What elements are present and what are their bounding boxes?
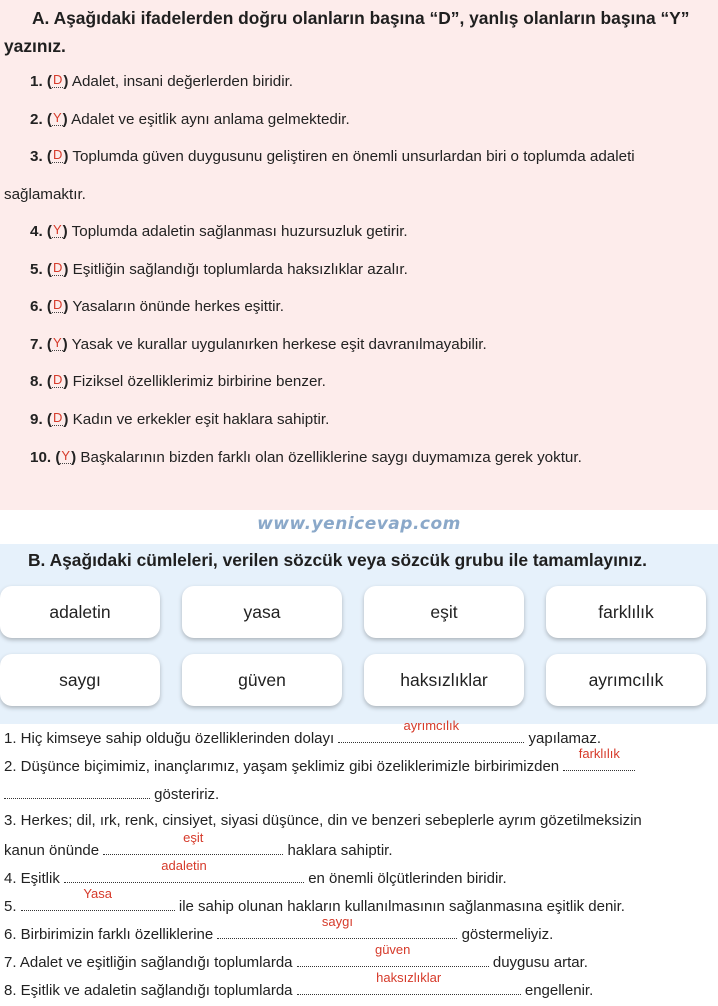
true-false-item-9: 9. (D) Kadın ve erkekler eşit haklara sahiptir.: [30, 410, 330, 428]
statement-text: Kadın ve erkekler eşit haklara sahiptir.: [72, 411, 330, 428]
item-number: 4.: [30, 223, 43, 240]
filled-answer: ayrımcılık: [403, 718, 460, 733]
item-number: 5.: [30, 261, 43, 278]
statement-text: Toplumda adaletin sağlanması huzursuzluk getirir.: [71, 223, 408, 240]
sentence-text: ile sahip olunan hakların kullanılmasının sağlanmasına eşitlik denir.: [178, 898, 625, 915]
fill-sentence-6: [4, 914, 554, 943]
fill-sentence-2: [4, 746, 635, 775]
sentence-text: haklara sahiptir.: [287, 842, 393, 859]
filled-answer: eşit: [183, 830, 204, 845]
blank: [338, 718, 524, 743]
answer-mark: D: [52, 72, 63, 87]
true-false-item-8: 8. (D) Fiziksel özelliklerimiz birbirine benzer.: [30, 372, 326, 390]
true-false-item-3: 3. (D) Toplumda güven duygusunu geliştiren en önemli unsurlardan biri o toplumda adaleti: [30, 147, 635, 165]
true-false-item-4: 4. (Y) Toplumda adaletin sağlanması huzursuzluk getirir.: [30, 222, 408, 240]
word-chip-adaletin: adaletin: [0, 586, 160, 638]
statement-text: Eşitliğin sağlandığı toplumlarda haksızlıklar azalır.: [72, 261, 408, 278]
item-number: 8.: [30, 373, 43, 390]
item-number: 2.: [30, 111, 43, 128]
item-number: 7.: [30, 336, 43, 353]
sentence-text: 1. Hiç kimseye sahip olduğu özelliklerinden dolayı: [4, 730, 335, 747]
word-chip-farklilik: farklılık: [546, 586, 706, 638]
fill-sentence-3-line1: 3. Herkes; dil, ırk, renk, cinsiyet, siyasi düşünce, din ve benzeri sebeplerle ayrım gözetilmeksizin: [4, 812, 642, 829]
sentence-text: 2. Düşünce biçimimiz, inançlarımız, yaşam şeklimiz gibi özeliklerimizle birbirimizden: [4, 758, 560, 775]
sentence-text: engellenir.: [524, 982, 594, 999]
answer-mark: D: [52, 297, 63, 312]
sentence-text: 5.: [4, 898, 17, 915]
item-number: 1.: [30, 73, 43, 90]
section-a-title: A. Aşağıdaki ifadelerden doğru olanların başına “D”, yanlış olanların başına “Y” yazınız.: [4, 8, 690, 56]
statement-text: Adalet, insani değerlerden biridir.: [71, 73, 294, 90]
sentence-text: 8. Eşitlik ve adaletin sağlandığı toplumlarda: [4, 982, 293, 999]
statement-text: Adalet ve eşitlik aynı anlama gelmektedir.: [71, 111, 350, 128]
watermark-link[interactable]: www.yenicevap.com: [257, 514, 461, 534]
true-false-item-1: 1. (D) Adalet, insani değerlerden biridir.: [30, 72, 294, 90]
item-number: 3.: [30, 148, 43, 165]
fill-sentence-4: [4, 858, 507, 887]
word-chip-saygi: saygı: [0, 654, 160, 706]
fill-sentence-5: [4, 886, 625, 915]
word-chip-esit: eşit: [364, 586, 524, 638]
sentence-text: 4. Eşitlik: [4, 870, 60, 887]
answer-mark: D: [52, 372, 63, 387]
sentence-text: en önemli ölçütlerinden biridir.: [308, 870, 507, 887]
sentence-text: yapılamaz.: [528, 730, 602, 747]
blank: [64, 858, 304, 883]
answer-mark: D: [52, 410, 63, 425]
fill-sentence-3: [4, 830, 393, 859]
blank: [217, 914, 457, 939]
statement-text: Başkalarının bizden farklı olan özelliklerine saygı duymamıza gerek yoktur.: [80, 449, 582, 466]
true-false-item-5: 5. (D) Eşitliğin sağlandığı toplumlarda haksızlıklar azalır.: [30, 260, 408, 278]
blank: [103, 830, 283, 855]
filled-answer: güven: [374, 942, 411, 957]
statement-text: Yasaların önünde herkes eşittir.: [72, 298, 284, 315]
statement-text: Toplumda güven duygusunu geliştiren en önemli unsurlardan biri o toplumda adaleti: [72, 148, 635, 165]
answer-mark: Y: [61, 448, 71, 463]
fill-sentence-8: [4, 970, 594, 999]
word-chip-ayrimcilik: ayrımcılık: [546, 654, 706, 706]
answer-mark: Y: [52, 222, 62, 237]
section-b-title: B. Aşağıdaki cümleleri, verilen sözcük veya sözcük grubu ile tamamlayınız.: [28, 550, 647, 570]
sentence-text: gösteririz.: [154, 786, 220, 803]
filled-answer: haksızlıklar: [376, 970, 442, 985]
answer-mark: D: [52, 260, 63, 275]
blank-continuation: [4, 784, 150, 799]
true-false-item-6: 6. (D) Yasaların önünde herkes eşittir.: [30, 297, 284, 315]
answer-mark: Y: [52, 110, 62, 125]
true-false-item-7: 7. (Y) Yasak ve kurallar uygulanırken herkese eşit davranılmayabilir.: [30, 335, 487, 353]
item-number: 6.: [30, 298, 43, 315]
sentence-text: 6. Birbirimizin farklı özelliklerine: [4, 926, 214, 943]
filled-answer: Yasa: [83, 886, 113, 901]
sentence-text: göstermeliyiz.: [461, 926, 554, 943]
blank: [297, 942, 489, 967]
item-number: 9.: [30, 411, 43, 428]
blank: [563, 746, 635, 771]
answer-mark: Y: [52, 335, 62, 350]
answer-mark: D: [52, 147, 63, 162]
sentence-text: 7. Adalet ve eşitliğin sağlandığı toplumlarda: [4, 954, 293, 971]
word-chip-yasa: yasa: [182, 586, 342, 638]
sentence-text: kanun önünde: [4, 842, 100, 859]
item-number: 10.: [30, 449, 52, 466]
blank: [21, 886, 175, 911]
sentence-text: duygusu artar.: [492, 954, 588, 971]
blank: [297, 970, 521, 995]
word-chip-haksizliklar: haksızlıklar: [364, 654, 524, 706]
statement-text: Yasak ve kurallar uygulanırken herkese eşit davranılmayabilir.: [71, 336, 487, 353]
filled-answer: adaletin: [161, 858, 207, 873]
filled-answer: saygı: [321, 914, 353, 929]
true-false-item-2: 2. (Y) Adalet ve eşitlik aynı anlama gelmektedir.: [30, 110, 350, 128]
fill-sentence-1: [4, 718, 602, 747]
statement-continuation: sağlamaktır.: [4, 186, 86, 203]
fill-sentence-2-line2: [4, 784, 219, 803]
fill-sentence-7: [4, 942, 588, 971]
filled-answer: farklılık: [578, 746, 620, 761]
word-chip-guven: güven: [182, 654, 342, 706]
true-false-item-10: 10. (Y) Başkalarının bizden farklı olan özelliklerine saygı duymamıza gerek yoktur.: [30, 448, 582, 466]
statement-text: Fiziksel özelliklerimiz birbirine benzer.: [72, 373, 326, 390]
